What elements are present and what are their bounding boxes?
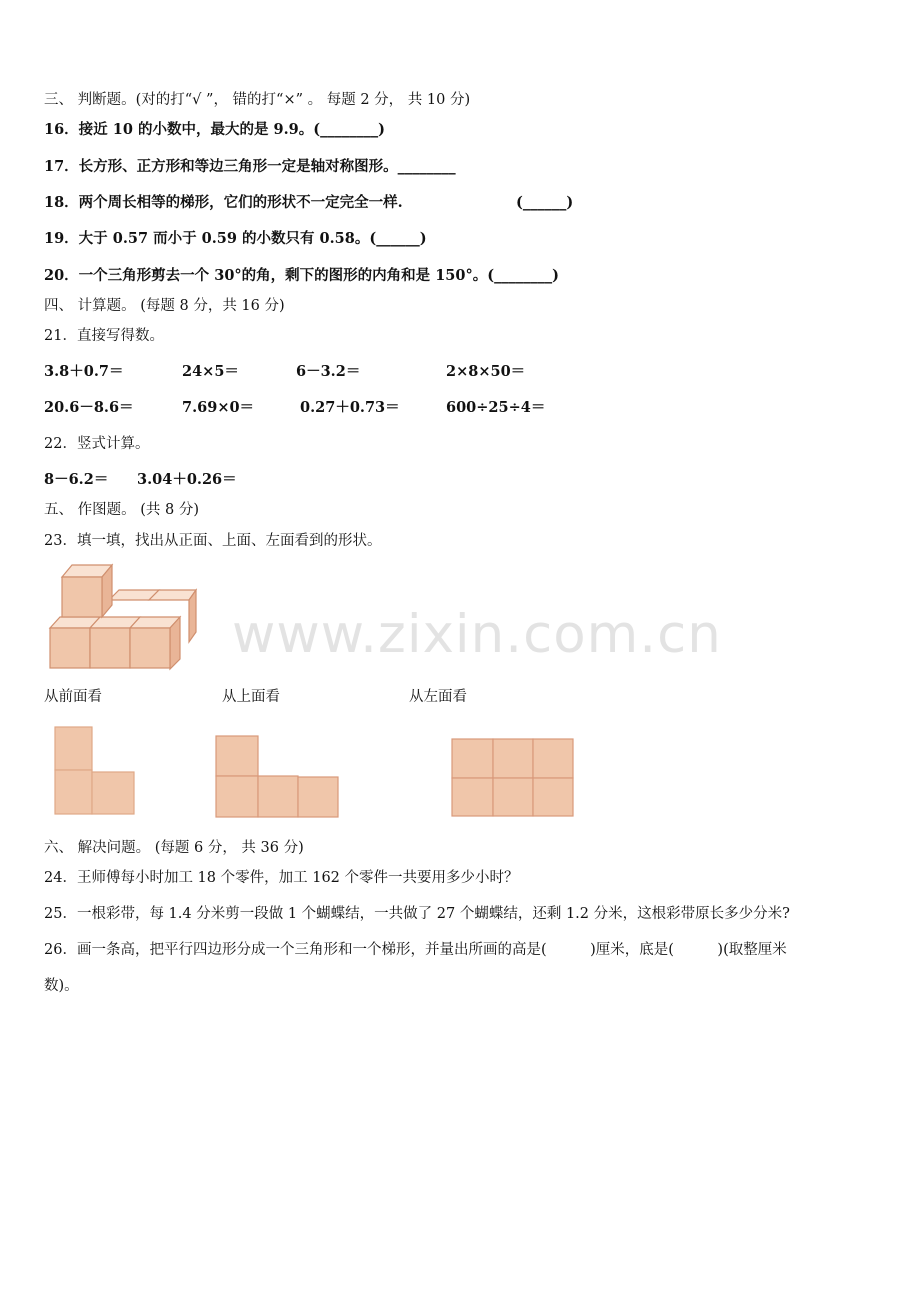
question-19: 19．大于 0.57 而小于 0.59 的小数只有 0.58。(______) [44, 230, 427, 247]
calc-item: 7.69×0＝ [182, 399, 255, 416]
vertical-calc-item: 8－6.2＝ [44, 471, 109, 488]
vertical-calc-item: 3.04＋0.26＝ [137, 471, 237, 488]
front-view-figure [54, 726, 136, 816]
calc-item: 0.27＋0.73＝ [300, 399, 400, 416]
left-view-figure [451, 738, 575, 818]
calc-item: 2×8×50＝ [446, 363, 526, 380]
question-18: 18．两个周长相等的梯形，它们的形状不一定完全一样. [44, 194, 403, 211]
front-view-label: 从前面看 [44, 689, 102, 705]
watermark: www.zixin.com.cn [232, 604, 722, 665]
question-26: 26．画一条高，把平行四边形分成一个三角形和一个梯形，并量出所画的高是( )厘米，底是( )(取整厘米 [44, 942, 787, 958]
top-view-label: 从上面看 [222, 689, 280, 705]
section-6-heading: 六、 解决问题。 (每题 6 分， 共 36 分) [44, 840, 304, 856]
question-26-continued: 数)。 [44, 978, 79, 994]
top-view-figure [215, 735, 340, 819]
calc-item: 6－3.2＝ [296, 363, 361, 380]
question-16: 16．接近 10 的小数中，最大的是 9.9。(________) [44, 121, 385, 138]
section-4-heading: 四、 计算题。 (每题 8 分，共 16 分) [44, 298, 285, 314]
calc-item: 24×5＝ [182, 363, 239, 380]
question-23: 23．填一填，找出从正面、上面、左面看到的形状。 [44, 533, 382, 549]
question-18-blank: (______) [516, 194, 574, 211]
question-20: 20．一个三角形剪去一个 30°的角，剩下的图形的内角和是 150°。(________) [44, 267, 559, 284]
section-5-heading: 五、 作图题。 (共 8 分) [44, 502, 199, 518]
calc-item: 3.8＋0.7＝ [44, 363, 124, 380]
left-view-label: 从左面看 [409, 689, 467, 705]
question-25: 25．一根彩带，每 1.4 分米剪一段做 1 个蝴蝶结，一共做了 27 个蝴蝶结，还剩 1.2 分米，这根彩带原长多少分米? [44, 906, 790, 922]
cube-arrangement-figure [46, 562, 198, 674]
section-3-heading: 三、 判断题。(对的打“√ ”， 错的打“×” 。 每题 2 分， 共 10 分) [44, 92, 471, 108]
question-21: 21．直接写得数。 [44, 328, 164, 344]
calc-item: 20.6－8.6＝ [44, 399, 134, 416]
question-17: 17．长方形、正方形和等边三角形一定是轴对称图形。________ [44, 158, 456, 175]
calc-item: 600÷25÷4＝ [446, 399, 546, 416]
question-22: 22．竖式计算。 [44, 436, 150, 452]
question-24: 24．王师傅每小时加工 18 个零件，加工 162 个零件一共要用多少小时？ [44, 870, 519, 886]
